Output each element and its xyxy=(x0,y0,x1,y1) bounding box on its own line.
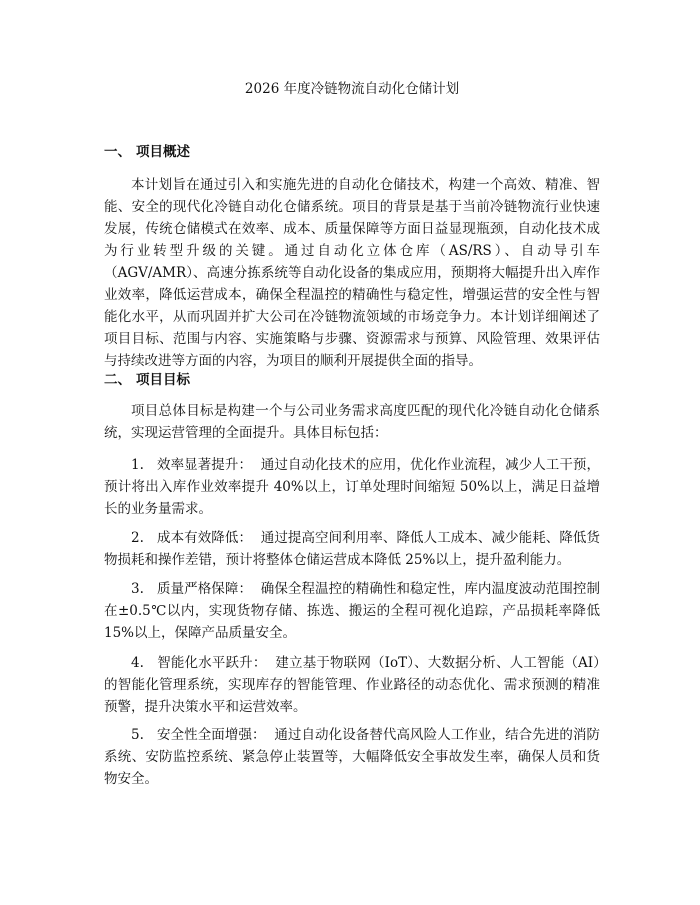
section-number: 一、 xyxy=(104,144,131,160)
list-item-label: 安全性全面增强： xyxy=(157,727,266,743)
section-heading-goals xyxy=(104,371,600,389)
list-item-body: 通过提高空间利用率、降低人工成本、减少能耗、降低货物损耗和操作差错，预计将整体仓储运营成本降低 25%以上，提升盈利能力。 xyxy=(104,530,601,568)
list-item-quality xyxy=(104,578,600,644)
list-item-number: 5. xyxy=(131,727,144,743)
list-item-safety xyxy=(104,724,600,790)
list-item-body: 确保全程温控的精确性和稳定性，库内温度波动范围控制在±0.5℃以内，实现货物存储、拣选、搬运的全程可视化追踪，产品损耗率降低 15%以上，保障产品质量安全。 xyxy=(104,581,601,641)
list-item-body: 建立基于物联网（IoT）、大数据分析、人工智能（AI）的智能化管理系统，实现库存的智能管理、作业路径的动态优化、需求预测的精准预警，提升决策水平和运营效率。 xyxy=(104,655,601,715)
paragraph-overview: 本计划旨在通过引入和实施先进的自动化仓储技术，构建一个高效、精准、智能、安全的现代化冷链自动化仓储系统。项目的背景是基于当前冷链物流行业快速发展，传统仓储模式在效率、成本、质量保障等方面日益显现瓶颈，自动化技术成为行业转型升级的关键。通过自动化立体仓库（AS/RS）、自动导引车（AGV/AMR）、高速分拣系统等自动化设备的集成应用，预期将大幅提升出入库作业效率，降低运营成本，确保全程温控的精确性与稳定性，增强运营的安全性与智能化水平，从而巩固并扩大公司在冷链物流领域的市场竞争力。本计划详细阐述了项目目标、范围与内容、实施策略与步骤、资源需求与预算、风险管理、效果评估与持续改进等方面的内容，为项目的顺利开展提供全面的指导。 xyxy=(104,177,600,369)
list-item-body: 通过自动化技术的应用，优化作业流程，减少人工干预，预计将出入库作业效率提升 40%以上，订单处理时间缩短 50%以上，满足日益增长的业务量需求。 xyxy=(104,457,601,517)
list-item-intelligence xyxy=(104,652,600,718)
list-item-label: 效率显著提升： xyxy=(157,457,253,473)
paragraph-goals-intro: 项目总体目标是构建一个与公司业务需求高度匹配的现代化冷链自动化仓储系统，实现运营管理的全面提升。具体目标包括： xyxy=(104,403,600,441)
list-item-label: 智能化水平跃升： xyxy=(157,655,267,671)
list-item-number: 2. xyxy=(131,530,144,546)
list-item-cost xyxy=(104,527,600,571)
list-item-number: 4. xyxy=(131,655,144,671)
document-title: 2026 年度冷链物流自动化仓储计划 xyxy=(244,81,460,97)
section-title: 项目概述 xyxy=(136,144,190,160)
list-item-number: 3. xyxy=(131,581,144,597)
list-item-label: 成本有效降低： xyxy=(157,530,253,546)
list-item-body: 通过自动化设备替代高风险人工作业，结合先进的消防系统、安防监控系统、紧急停止装置等，大幅降低安全事故发生率，确保人员和货物安全。 xyxy=(104,727,601,787)
list-item-efficiency xyxy=(104,454,600,520)
section-title: 项目目标 xyxy=(136,372,190,388)
section-heading-overview xyxy=(104,143,600,161)
section-number: 二、 xyxy=(104,372,131,388)
list-item-number: 1. xyxy=(131,457,144,473)
list-item-label: 质量严格保障： xyxy=(157,581,253,597)
